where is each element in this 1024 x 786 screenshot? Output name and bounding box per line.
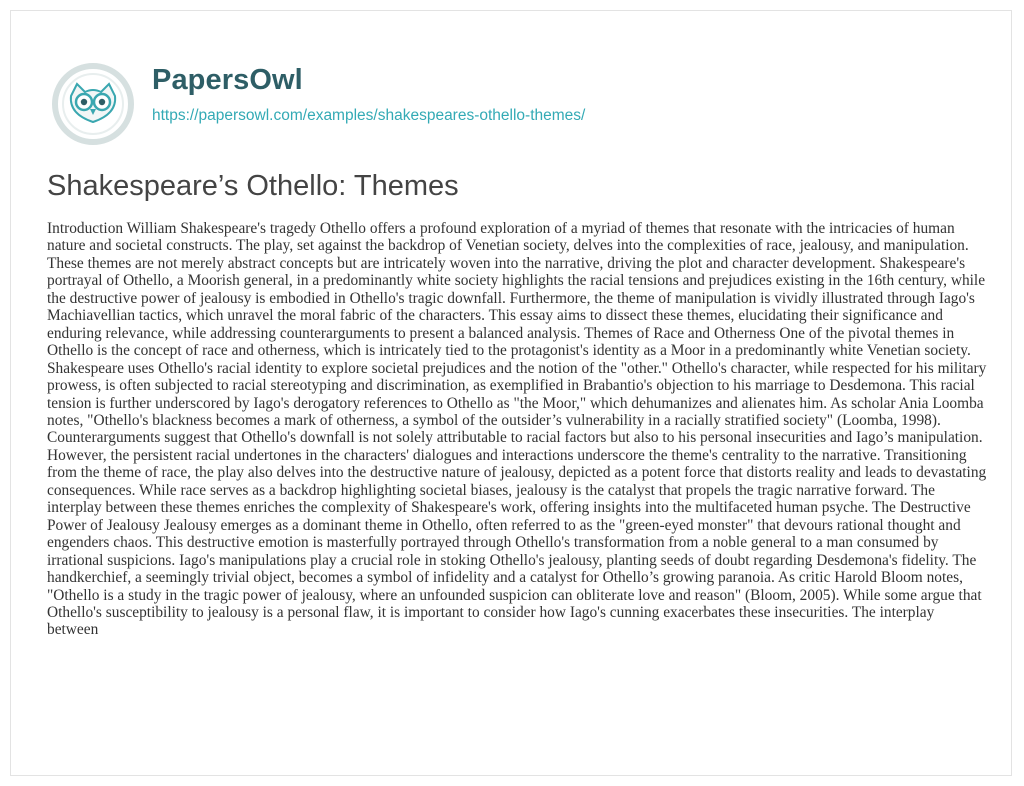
owl-logo-icon[interactable]: [47, 62, 139, 146]
site-header: [47, 62, 747, 152]
page-url-link[interactable]: https://papersowl.com/examples/shakespeares-othello-themes/: [152, 107, 586, 124]
brand-name[interactable]: PapersOwl: [152, 64, 303, 96]
essay-title: Shakespeare’s Othello: Themes: [47, 170, 459, 202]
essay-body: Introduction William Shakespeare's tragedy Othello offers a profound exploration of a myriad of themes that resonate with the intricacies of human nature and societal constructs. The play, set against the backdrop of Venetian society, delves into the complexities of race, jealousy, and manipulation. These themes are not merely abstract concepts but are intricately woven into the narrative, driving the plot and character development. Shakespeare's portrayal of Othello, a Moorish general, in a predominantly white society highlights the racial tensions and prejudices existing in the 16th century, while the destructive power of jealousy is embodied in Othello's tragic downfall. Furthermore, the theme of manipulation is vividly illustrated through Iago's Machiavellian tactics, which unravel the moral fabric of the characters. This essay aims to dissect these themes, elucidating their significance and enduring relevance, while addressing counterarguments to present a balanced analysis. Themes of Race and Otherness One of the pivotal themes in Othello is the concept of race and otherness, which is intricately tied to the protagonist's identity as a Moor in a predominantly white Venetian society. Shakespeare uses Othello's racial identity to explore societal prejudices and the notion of the "other." Othello's character, while respected for his military prowess, is often subjected to racial stereotyping and discrimination, as exemplified in Brabantio's objection to his marriage to Desdemona. This racial tension is further underscored by Iago's derogatory references to Othello as "the Moor," which dehumanizes and alienates him. As scholar Ania Loomba notes, "Othello's blackness becomes a mark of otherness, a symbol of the outsider’s vulnerability in a racially stratified society" (Loomba, 1998). Counterarguments suggest that Othello's downfall is not solely attributable to racial factors but also to his personal insecurities and Iago’s manipulation. However, the persistent racial undertones in the characters' dialogues and interactions underscore the theme's centrality to the narrative. Transitioning from the theme of race, the play also delves into the destructive nature of jealousy, depicted as a potent force that distorts reality and leads to devastating consequences. While race serves as a backdrop highlighting societal biases, jealousy is the catalyst that propels the tragic narrative forward. The interplay between these themes enriches the complexity of Shakespeare's work, offering insights into the multifaceted human psyche. The Destructive Power of Jealousy Jealousy emerges as a dominant theme in Othello, often referred to as the "green-eyed monster" that devours rational thought and engenders chaos. This destructive emotion is masterfully portrayed through Othello's transformation from a noble general to a man consumed by irrational suspicions. Iago's manipulations play a crucial role in stoking Othello's jealousy, planting seeds of doubt regarding Desdemona's fidelity. The handkerchief, a seemingly trivial object, becomes a symbol of infidelity and a catalyst for Othello’s growing paranoia. As critic Harold Bloom notes, "Othello is a study in the tragic power of jealousy, where an unfounded suspicion can obliterate love and reason" (Bloom, 2005). While some argue that Othello's susceptibility to jealousy is a personal flaw, it is important to consider how Iago's cunning exacerbates these insecurities. The interplay between: [47, 220, 987, 639]
